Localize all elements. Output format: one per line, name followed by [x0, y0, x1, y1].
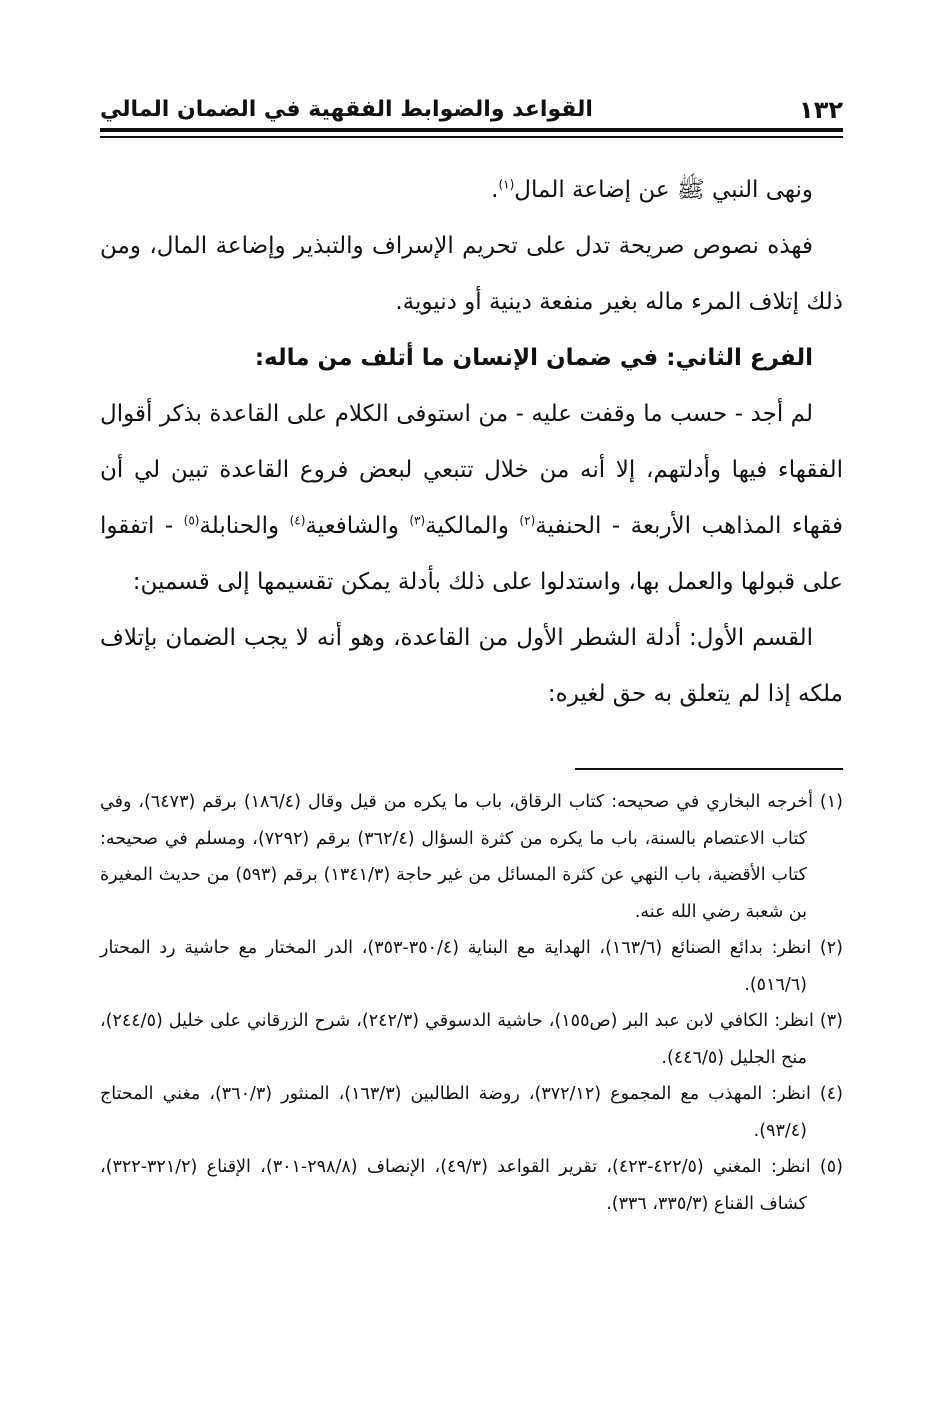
header-rule-thin — [100, 136, 843, 138]
footnote-3: (٣) انظر: الكافي لابن عبد البر (ص١٥٥)، حاشية الدسوقي (٢٤٢/٣)، شرح الزرقاني على خليل (٢٤٤/٥)، منح الجليل (٤٤٦/٥). — [100, 1011, 843, 1068]
footnote-2: (٢) انظر: بدائع الصنائع (١٦٣/٦)، الهداية مع البناية (٣٥٠/٤-٣٥٣)، الدر المختار مع حاشية رد المحتار (٥١٦/٦). — [100, 938, 843, 995]
paragraph-3-part-a: لم أجد - حسب ما وقفت عليه - من استوفى الكلام على القاعدة بذكر أقوال الفقهاء فيها وأدلتهم، إلا أنه من خلال تتبعي لبعض فروع القاعدة تبين لي أن فقهاء المذاهب الأربعة - الحنفية — [100, 401, 843, 539]
paragraph-3-part-b: والمالكية — [425, 513, 520, 539]
header-rule-thick — [100, 128, 843, 132]
paragraph-3 — [100, 386, 843, 610]
running-header — [100, 92, 843, 128]
paragraph-1 — [100, 162, 843, 218]
main-text — [100, 162, 843, 722]
paragraph-1-end: . — [491, 177, 499, 203]
paragraph-1-text: ونهى النبي ﷺ عن إضاعة المال — [514, 177, 813, 203]
footnote-ref-5: (٥) — [183, 513, 200, 528]
footnote-ref-2: (٢) — [519, 513, 536, 528]
section-heading: الفرع الثاني: في ضمان الإنسان ما أتلف من ماله: — [254, 345, 813, 371]
footnote-ref-1: (١) — [498, 177, 515, 192]
paragraph-2: فهذه نصوص صريحة تدل على تحريم الإسراف والتبذير وإضاعة المال، ومن ذلك إتلاف المرء ماله بغير منفعة دينية أو دنيوية. — [100, 233, 843, 315]
paragraph-4: القسم الأول: أدلة الشطر الأول من القاعدة، وهو أنه لا يجب الضمان بإتلاف ملكه إذا لم يتعلق به حق لغيره: — [100, 625, 843, 707]
footnote-ref-3: (٣) — [409, 513, 426, 528]
running-title: القواعد والضوابط الفقهية في الضمان المالي — [100, 97, 593, 122]
paragraph-3-part-e: - اتفقوا على قبولها والعمل بها، واستدلوا على ذلك بأدلة يمكن تقسيمها إلى قسمين: — [100, 513, 843, 595]
footnotes — [100, 784, 843, 1222]
paragraph-3-part-c: والشافعية — [305, 513, 410, 539]
footnote-ref-4: (٤) — [289, 513, 306, 528]
page-number: ١٣٢ — [799, 96, 843, 124]
footnote-5: (٥) انظر: المغني (٤٢٢/٥-٤٢٣)، تقرير القواعد (٤٩/٣)، الإنصاف (٢٩٨/٨-٣٠١)، الإقناع (٣٢١/٢-٣٢٢)، كشاف القناع (٣٣٥/٣، ٣٣٦). — [100, 1157, 843, 1214]
paragraph-3-part-d: والحنابلة — [199, 513, 290, 539]
footnote-1: (١) أخرجه البخاري في صحيحه: كتاب الرقاق، باب ما يكره من قيل وقال (١٨٦/٤) برقم (٦٤٧٣)، وفي كتاب الاعتصام بالسنة، باب ما يكره من كثرة السؤال (٣٦٢/٤) برقم (٧٢٩٢)، ومسلم في صحيحه: كتاب الأقضية، باب النهي عن كثرة المسائل من غير حاجة (١٣٤١/٣) برقم (٥٩٣) من حديث المغيرة بن شعبة رضي الله عنه. — [100, 792, 843, 922]
footnote-4: (٤) انظر: المهذب مع المجموع (٣٧٢/١٢)، روضة الطالبين (١٦٣/٣)، المنثور (٣٦٠/٣)، مغني المحتاج (٩٣/٤). — [100, 1084, 843, 1141]
footnote-separator — [575, 768, 843, 770]
